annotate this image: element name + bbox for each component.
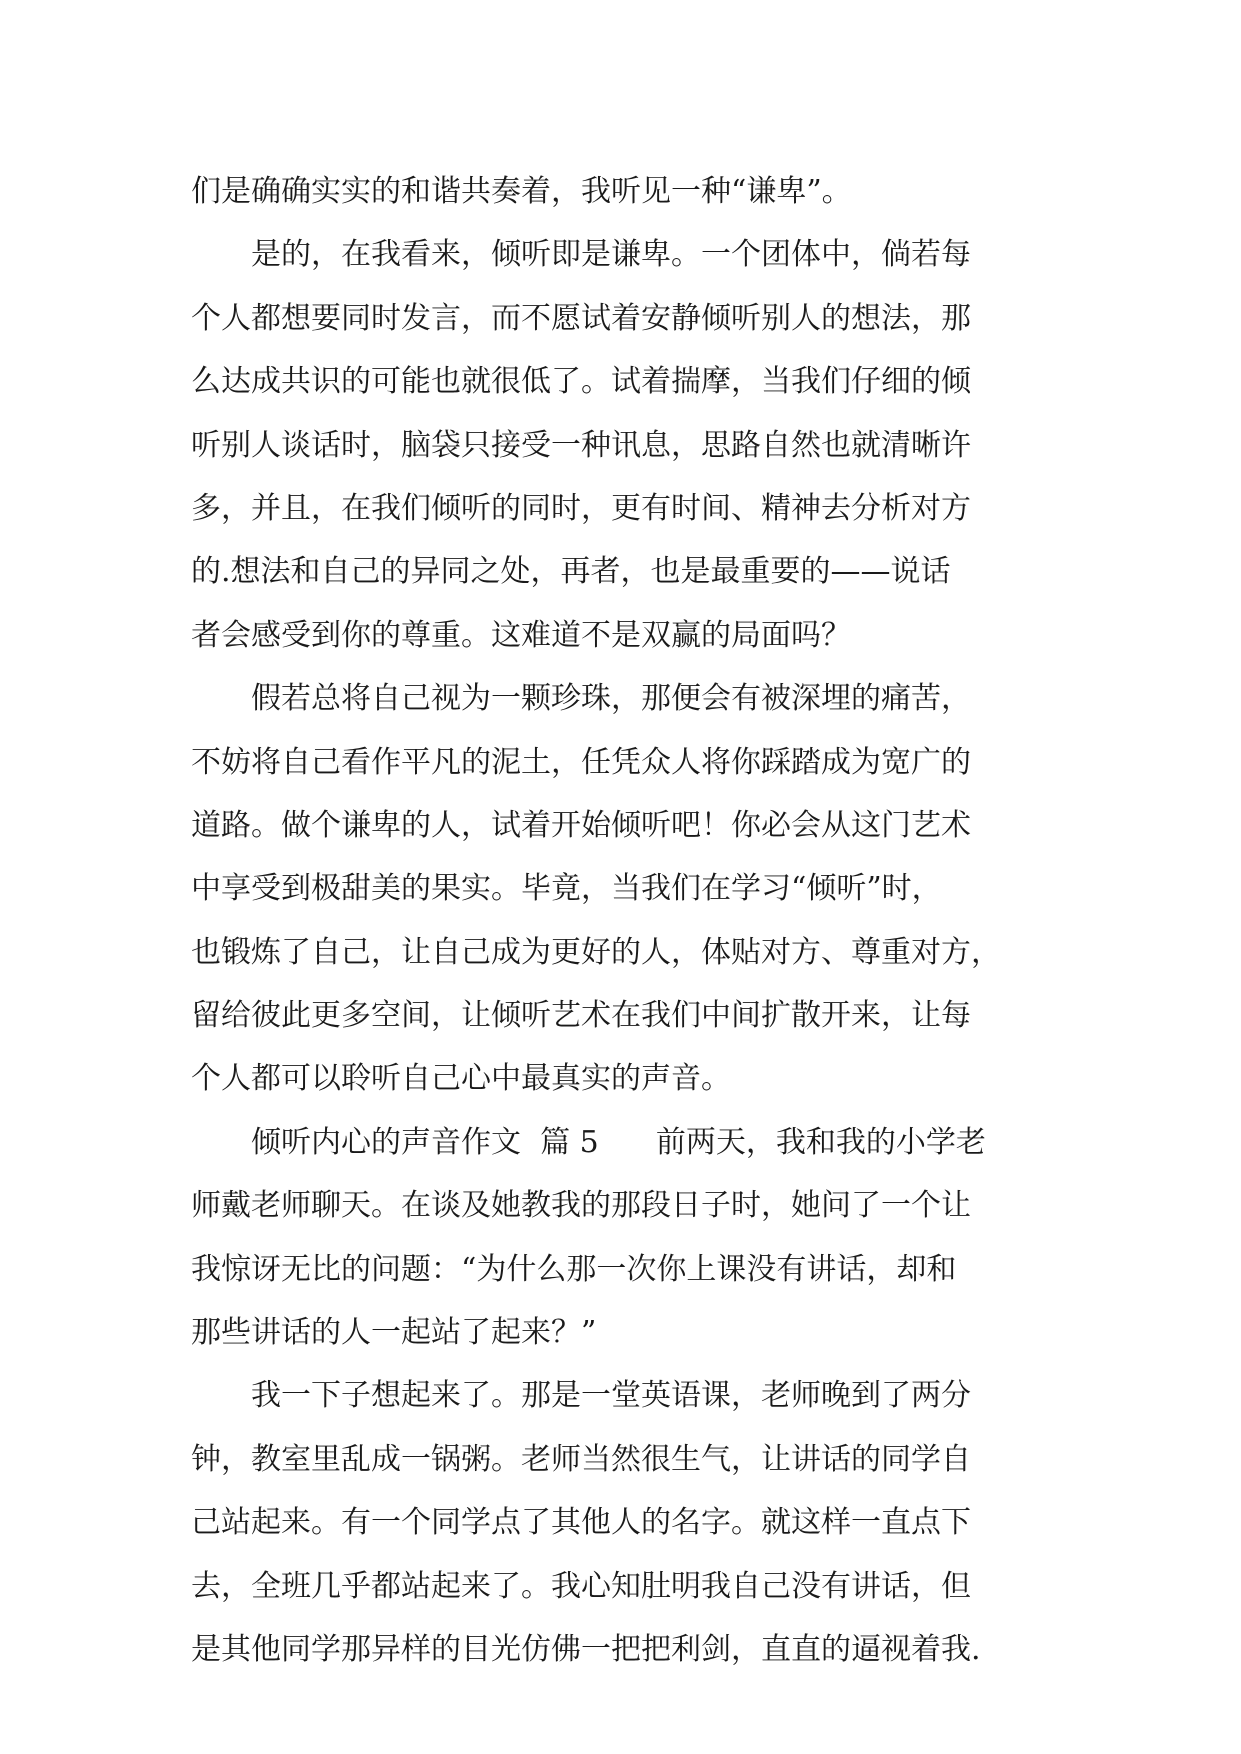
- text-line: 们是确确实实的和谐共奏着，我听见一种“谦卑”。: [191, 174, 852, 209]
- text-line: 个人都可以聆听自己心中最真实的声音。: [191, 1061, 731, 1097]
- text-line: 的.想法和自己的异同之处，再者，也是最重要的——说话: [191, 554, 951, 590]
- text-line: 个人都想要同时发言，而不愿试着安静倾听别人的想法，那: [191, 300, 971, 336]
- text-line: 者会感受到你的尊重。这难道不是双赢的局面吗？: [191, 617, 851, 653]
- text-line: 中享受到极甜美的果实。毕竟，当我们在学习“倾听”时，: [191, 871, 942, 907]
- text-line: 多，并且，在我们倾听的同时，更有时间、精神去分析对方: [191, 490, 971, 526]
- body-text: [191, 160, 1061, 1681]
- text-line: 也锻炼了自己，让自己成为更好的人，体贴对方、尊重对方，: [191, 934, 1001, 970]
- text-line: 那些讲话的人一起站了起来？”: [191, 1315, 597, 1351]
- text-line: 师戴老师聊天。在谈及她教我的那段日子时，她问了一个让: [191, 1188, 971, 1224]
- text-line: 么达成共识的可能也就很低了。试着揣摩，当我们仔细的倾: [191, 364, 971, 400]
- text-line: 不妨将自己看作平凡的泥土，任凭众人将你踩踏成为宽广的: [191, 744, 971, 780]
- text-line: 道路。做个谦卑的人，试着开始倾听吧！你必会从这门艺术: [191, 807, 971, 843]
- text-line: 我惊讶无比的问题：“为什么那一次你上课没有讲话，却和: [191, 1251, 957, 1287]
- text-line: 我一下子想起来了。那是一堂英语课，老师晚到了两分: [191, 1378, 971, 1414]
- text-line: 听别人谈话时，脑袋只接受一种讯息，思路自然也就清晰许: [191, 427, 971, 463]
- text-line: 假若总将自己视为一颗珍珠，那便会有被深埋的痛苦，: [191, 681, 971, 717]
- text-line: 钟，教室里乱成一锅粥。老师当然很生气，让讲话的同学自: [191, 1441, 971, 1477]
- text-line: 倾听内心的声音作文 篇 5 前两天，我和我的小学老: [191, 1124, 986, 1160]
- text-line: 留给彼此更多空间，让倾听艺术在我们中间扩散开来，让每: [191, 998, 971, 1034]
- text-line: 己站起来。有一个同学点了其他人的名字。就这样一直点下: [191, 1505, 971, 1541]
- text-line: 是其他同学那异样的目光仿佛一把把利剑，直直的逼视着我.: [191, 1631, 981, 1667]
- text-line: 是的，在我看来，倾听即是谦卑。一个团体中，倘若每: [191, 237, 971, 273]
- text-line: 去，全班几乎都站起来了。我心知肚明我自己没有讲话，但: [191, 1568, 971, 1604]
